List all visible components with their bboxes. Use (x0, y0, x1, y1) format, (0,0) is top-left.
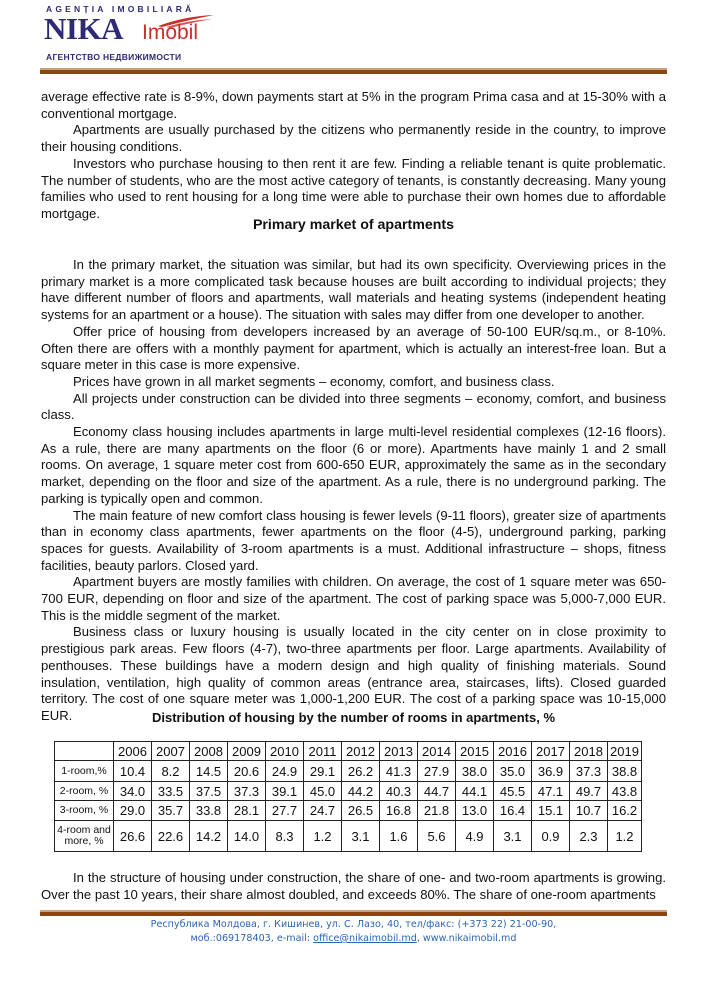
table-cell: 15.1 (532, 801, 570, 821)
table-cell: 3.1 (494, 821, 532, 852)
table-cell: 45.0 (304, 782, 342, 801)
footer-address: Республика Молдова, г. Кишинев, ул. С. Лазо, 40, тел/факс: (+373 22) 21-00-90, (150, 919, 557, 930)
year-header: 2018 (570, 742, 608, 761)
rooms-distribution-table (54, 741, 642, 852)
table-cell: 26.5 (342, 801, 380, 821)
table-cell: 8.3 (266, 821, 304, 852)
paragraph: All projects under construction can be divided into three segments – economy, comfort, and business class. (41, 390, 666, 423)
footer-contact-line (40, 932, 667, 946)
table-cell: 16.2 (608, 801, 642, 821)
paragraph: Investors who purchase housing to then rent it are few. Finding a reliable tenant is quite problematic. The number of students, who are the most active category of tenants, is constantly decreasing. Many young families who used to rent housing for a long time were able to purchase their own homes due to affordable mortgage. (41, 155, 666, 221)
logo-tagline-ru: АГЕНТСТВО НЕДВИЖИМОСТИ (46, 52, 182, 62)
table-cell: 13.0 (456, 801, 494, 821)
row-label: 3-room, % (55, 801, 114, 821)
footer-website[interactable]: www.nikaimobil.md (422, 933, 517, 944)
table-cell: 34.0 (114, 782, 152, 801)
table-cell: 10.7 (570, 801, 608, 821)
table-cell: 27.9 (418, 761, 456, 782)
table-cell: 33.5 (152, 782, 190, 801)
row-label: 1-room,% (55, 761, 114, 782)
intro-text (41, 89, 666, 223)
logo-brand-suffix: Imobil (142, 21, 199, 44)
year-header: 2011 (304, 742, 342, 761)
table-row-4-room-and-more (55, 821, 642, 852)
table-cell: 44.2 (342, 782, 380, 801)
year-header: 2014 (418, 742, 456, 761)
table-cell: 10.4 (114, 761, 152, 782)
table-row-2-room (55, 782, 642, 801)
table-cell: 8.2 (152, 761, 190, 782)
table-header-row (55, 742, 642, 761)
table-cell: 24.7 (304, 801, 342, 821)
table-cell: 3.1 (342, 821, 380, 852)
table-cell: 39.1 (266, 782, 304, 801)
table-cell: 33.8 (190, 801, 228, 821)
paragraph: Apartment buyers are mostly families with children. On average, the cost of 1 square meter was 650-700 EUR, depending on floor and size of the apartment. The cost of parking space was 5,000-7,000 EUR. This is the middle segment of the market. (41, 574, 666, 623)
table-cell: 45.5 (494, 782, 532, 801)
table-cell: 22.6 (152, 821, 190, 852)
table-cell: 29.0 (114, 801, 152, 821)
paragraph: Apartments are usually purchased by the citizens who permanently reside in the country, to improve their housing conditions. (41, 122, 666, 155)
table-cell: 26.2 (342, 761, 380, 782)
paragraph: In the structure of housing under construction, the share of one- and two-room apartments is growing. Over the past 10 years, their share almost doubled, and exceeds 80%. The share of one-room apartments (41, 870, 666, 902)
table-cell: 44.7 (418, 782, 456, 801)
header-divider (40, 68, 667, 74)
table-cell: 4.9 (456, 821, 494, 852)
paragraph: Offer price of housing from developers increased by an average of 50-100 EUR/sq.m., or 8-10%. Often there are offers with a monthly payment for apartment, which is actually an interest-free loan. But a square meter in this case is more expensive. (41, 323, 666, 373)
row-label (55, 821, 114, 852)
paragraph: Business class or luxury housing is usually located in the city center on in close proximity to prestigious park areas. Few floors (4-7), two-three apartments per floor. Large apartments. Availability of penthouses. These buildings have a modern design and high quality of finishing materials. Sound insulation, ventilation, high quality of common areas (entrance area, staircases, lifts). Closed guarded territory. The cost of one square meter was 1,000-1,200 EUR. The cost of a parking space was 10-15,000 EUR. (41, 624, 666, 723)
table-cell: 1.6 (380, 821, 418, 852)
table-cell: 37.3 (570, 761, 608, 782)
year-header: 2019 (608, 742, 642, 761)
section-heading: Primary market of apartments (252, 217, 455, 233)
footer-phone: моб.:069178403, e-mail: (190, 933, 314, 944)
section-text (41, 257, 666, 725)
table-cell: 29.1 (304, 761, 342, 782)
table-cell: 38.8 (608, 761, 642, 782)
table-cell: 28.1 (228, 801, 266, 821)
table-cell: 21.8 (418, 801, 456, 821)
paragraph: In the primary market, the situation was similar, but had its own specificity. Overviewing prices in the primary market is a more complicated task because houses are built according to individual projects; they have different number of floors and apartments, wall materials and heating systems (independent heating systems for an apartment or a house). The situation with sales may differ from one developer to another. (41, 257, 666, 323)
year-header: 2017 (532, 742, 570, 761)
table-title: Distribution of housing by the number of rooms in apartments, % (151, 710, 555, 725)
table-cell: 14.2 (190, 821, 228, 852)
year-header: 2009 (228, 742, 266, 761)
table-cell: 16.8 (380, 801, 418, 821)
table-cell: 37.5 (190, 782, 228, 801)
paragraph: Economy class housing includes apartments in large multi-level residential complexes (12-16 floors). As a rule, there are many apartments on the floor (6 or more). Apartments have mainly 1 and 2 small rooms. On average, 1 square meter cost from 600-650 EUR, approximately the same as in the secondary market, depending on the floor and size of the apartment. As a rule, there is no underground parking. The parking is typically open and common. (41, 424, 666, 506)
company-logo (44, 2, 214, 64)
table-cell: 36.9 (532, 761, 570, 782)
footer-contacts (40, 918, 667, 946)
table-cell: 1.2 (304, 821, 342, 852)
table-cell: 49.7 (570, 782, 608, 801)
table-cell: 44.1 (456, 782, 494, 801)
after-table-text (41, 870, 666, 903)
table-row-1-room (55, 761, 642, 782)
row-label-line: 4-room and (57, 824, 111, 836)
row-label: 2-room, % (55, 782, 114, 801)
table-cell: 43.8 (608, 782, 642, 801)
table-cell: 41.3 (380, 761, 418, 782)
table-cell: 14.0 (228, 821, 266, 852)
year-header: 2013 (380, 742, 418, 761)
table-cell: 24.9 (266, 761, 304, 782)
table-cell: 2.3 (570, 821, 608, 852)
table-cell: 35.7 (152, 801, 190, 821)
year-header: 2006 (114, 742, 152, 761)
table-cell: 27.7 (266, 801, 304, 821)
logo-tagline-ro: AGENȚIA IMOBILIARĂ (46, 4, 195, 14)
footer-divider (40, 910, 667, 916)
paragraph: average effective rate is 8-9%, down payments start at 5% in the program Prima casa and at 15-30% with a conventional mortgage. (41, 89, 666, 121)
year-header: 2012 (342, 742, 380, 761)
table-cell: 1.2 (608, 821, 642, 852)
year-header: 2016 (494, 742, 532, 761)
table-cell: 47.1 (532, 782, 570, 801)
year-header: 2007 (152, 742, 190, 761)
table-row-3-room (55, 801, 642, 821)
footer-separator: , (416, 933, 423, 944)
table-corner-cell (55, 742, 114, 761)
year-header: 2008 (190, 742, 228, 761)
year-header: 2010 (266, 742, 304, 761)
table-cell: 14.5 (190, 761, 228, 782)
paragraph: The main feature of new comfort class housing is fewer levels (9-11 floors), greater size of apartments than in economy class apartments, fewer apartments on the floor (4-5), underground parking, parking spaces for guests. Availability of 3-room apartments is a must. Additional infrastructure – shops, fitness facilities, beauty parlors. Closed yard. (41, 507, 666, 573)
table-cell: 38.0 (456, 761, 494, 782)
year-header: 2015 (456, 742, 494, 761)
table-cell: 20.6 (228, 761, 266, 782)
table-cell: 40.3 (380, 782, 418, 801)
footer-email-link[interactable]: office@nikaimobil.md (313, 933, 417, 944)
table-cell: 37.3 (228, 782, 266, 801)
table-cell: 16.4 (494, 801, 532, 821)
table-cell: 26.6 (114, 821, 152, 852)
table-cell: 5.6 (418, 821, 456, 852)
table-cell: 35.0 (494, 761, 532, 782)
paragraph: Prices have grown in all market segments – economy, comfort, and business class. (73, 373, 555, 389)
logo-brand-name: NIKA (44, 11, 123, 46)
table-cell: 0.9 (532, 821, 570, 852)
row-label-line: more, % (64, 835, 104, 847)
